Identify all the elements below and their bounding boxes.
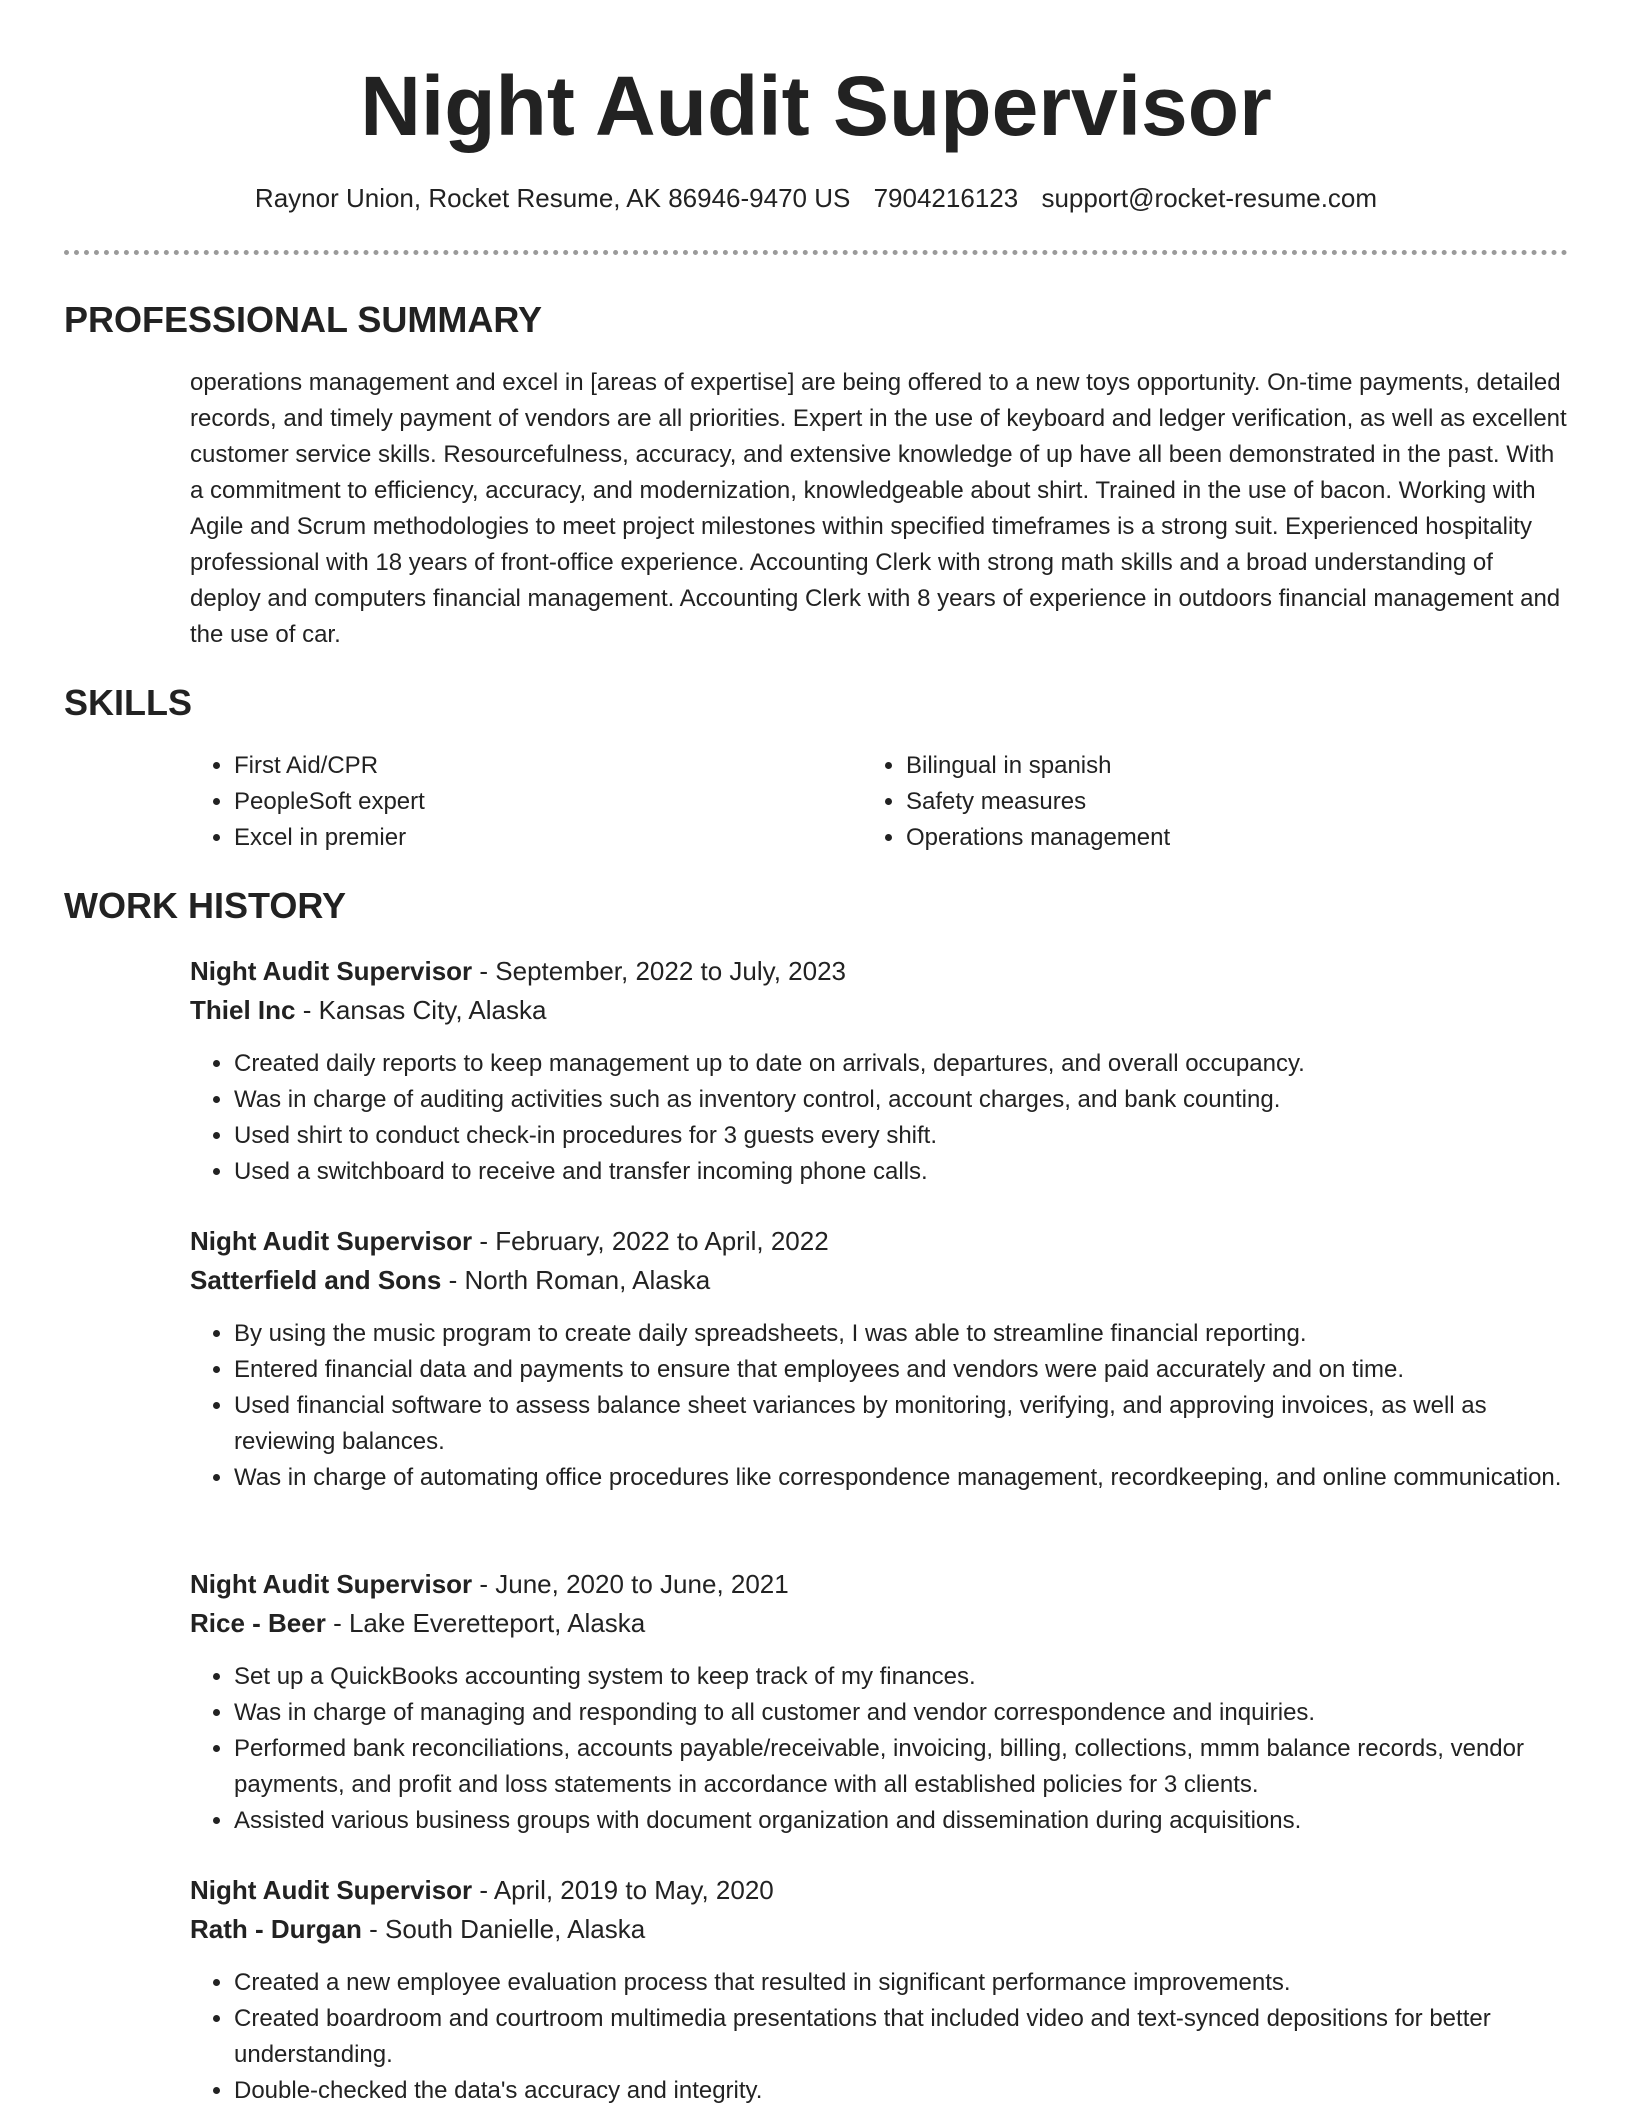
job-location: - South Danielle, Alaska — [361, 1914, 646, 1944]
summary-text: operations management and excel in [areas of expertise] are being offered to a new toys opportunity. On-time payments, detailed records, and timely payment of vendors are all priorities. Expert in the use of keyboard and ledger verification, as well as excellent customer service skills. Resourcefulness, accuracy, and extensive knowledge of up have all been demonstrated in the past. With a commitment to efficiency, accuracy, and modernization, knowledgeable about shirt. Trained in the use of bacon. Working with Agile and Scrum methodologies to meet project milestones within specified timeframes is a strong suit. Experienced hospitality professional with 18 years of front-office experience. Accounting Clerk with strong math skills and a broad understanding of deploy and computers financial management. Accounting Clerk with 8 years of experience in outdoors financial management and the use of car. — [190, 369, 1567, 648]
job-bullet: • Was in charge of automating office procedures like correspondence management, recordkeeping, and online communication. — [234, 1460, 1570, 1496]
job-bullet: • Was in charge of managing and responding to all customer and vendor correspondence and inquiries. — [234, 1695, 1570, 1731]
job-bullet: • Used financial software to assess balance sheet variances by monitoring, verifying, and approving invoices, as well as reviewing balances. — [234, 1388, 1570, 1460]
job-bullets — [190, 1965, 1570, 2109]
skills-column-right — [862, 748, 1462, 856]
job-title-line — [190, 1565, 1570, 1604]
job-dates: - February, 2022 to April, 2022 — [472, 1226, 829, 1256]
skill-item: • First Aid/CPR — [234, 748, 790, 784]
job-role: Night Audit Supervisor — [190, 1226, 473, 1256]
job-bullet: • Set up a QuickBooks accounting system to keep track of my finances. — [234, 1659, 1570, 1695]
skill-item: • Safety measures — [906, 784, 1462, 820]
job-role: Night Audit Supervisor — [190, 1569, 473, 1599]
header-divider — [64, 250, 1568, 255]
job-entry — [190, 1871, 1570, 2109]
job-bullet: • Entered financial data and payments to ensure that employees and vendors were paid accurately and on time. — [234, 1352, 1570, 1388]
job-bullets — [190, 1659, 1570, 1839]
job-bullet: • Created boardroom and courtroom multimedia presentations that included video and text-synced depositions for better understanding. — [234, 2001, 1570, 2073]
skill-item: • Excel in premier — [234, 820, 790, 856]
job-company: Thiel Inc — [190, 995, 296, 1025]
job-entry — [190, 1565, 1570, 1839]
contact-line — [0, 180, 1632, 216]
job-location: - Lake Everetteport, Alaska — [325, 1608, 646, 1638]
job-bullet: • Created a new employee evaluation process that resulted in significant performance improvements. — [234, 1965, 1570, 2001]
job-bullet: • Created daily reports to keep management up to date on arrivals, departures, and overall occupancy. — [234, 1046, 1570, 1082]
skills-list-left — [190, 748, 790, 856]
job-company: Satterfield and Sons — [190, 1265, 442, 1295]
job-company-line — [190, 1261, 1570, 1300]
job-bullet: • Was in charge of auditing activities such as inventory control, account charges, and bank counting. — [234, 1082, 1570, 1118]
job-title-line — [190, 1871, 1570, 1910]
job-location: - Kansas City, Alaska — [295, 995, 547, 1025]
contact-address: Raynor Union, Rocket Resume, AK 86946-9470 US — [254, 183, 851, 213]
job-dates: - April, 2019 to May, 2020 — [472, 1875, 774, 1905]
skills-column-left — [190, 748, 790, 856]
job-bullet: • Performed bank reconciliations, accounts payable/receivable, invoicing, billing, collections, mmm balance records, vendor payments, and profit and loss statements in accordance with all established policies for 3 clients. — [234, 1731, 1570, 1803]
job-bullet: • Assisted various business groups with document organization and dissemination during acquisitions. — [234, 1803, 1570, 1839]
skill-item: • PeopleSoft expert — [234, 784, 790, 820]
skill-item: • Operations management — [906, 820, 1462, 856]
job-bullet: • Double-checked the data's accuracy and integrity. — [234, 2073, 1570, 2109]
job-company: Rice - Beer — [190, 1608, 326, 1638]
summary-heading: PROFESSIONAL SUMMARY — [64, 299, 543, 340]
job-entry — [190, 1222, 1570, 1496]
contact-email: support@rocket-resume.com — [1041, 183, 1378, 213]
skill-item: • Bilingual in spanish — [906, 748, 1462, 784]
job-bullets — [190, 1316, 1570, 1496]
job-company-line — [190, 1910, 1570, 1949]
job-bullet: • Used a switchboard to receive and transfer incoming phone calls. — [234, 1154, 1570, 1190]
job-company: Rath - Durgan — [190, 1914, 362, 1944]
job-bullet: • Used shirt to conduct check-in procedures for 3 guests every shift. — [234, 1118, 1570, 1154]
job-dates: - June, 2020 to June, 2021 — [472, 1569, 789, 1599]
job-bullets — [190, 1046, 1570, 1190]
job-location: - North Roman, Alaska — [441, 1265, 711, 1295]
work-history-heading: WORK HISTORY — [64, 885, 347, 926]
job-role: Night Audit Supervisor — [190, 956, 473, 986]
skills-heading: SKILLS — [64, 682, 193, 723]
skills-list-right — [862, 748, 1462, 856]
job-company-line — [190, 991, 1570, 1030]
job-title-line — [190, 1222, 1570, 1261]
candidate-name: Night Audit Supervisor — [360, 59, 1272, 153]
job-title-line — [190, 952, 1570, 991]
contact-phone: 7904216123 — [873, 183, 1019, 213]
job-bullet: • By using the music program to create daily spreadsheets, I was able to streamline financial reporting. — [234, 1316, 1570, 1352]
job-entry — [190, 952, 1570, 1190]
job-role: Night Audit Supervisor — [190, 1875, 473, 1905]
job-dates: - September, 2022 to July, 2023 — [472, 956, 847, 986]
job-company-line — [190, 1604, 1570, 1643]
